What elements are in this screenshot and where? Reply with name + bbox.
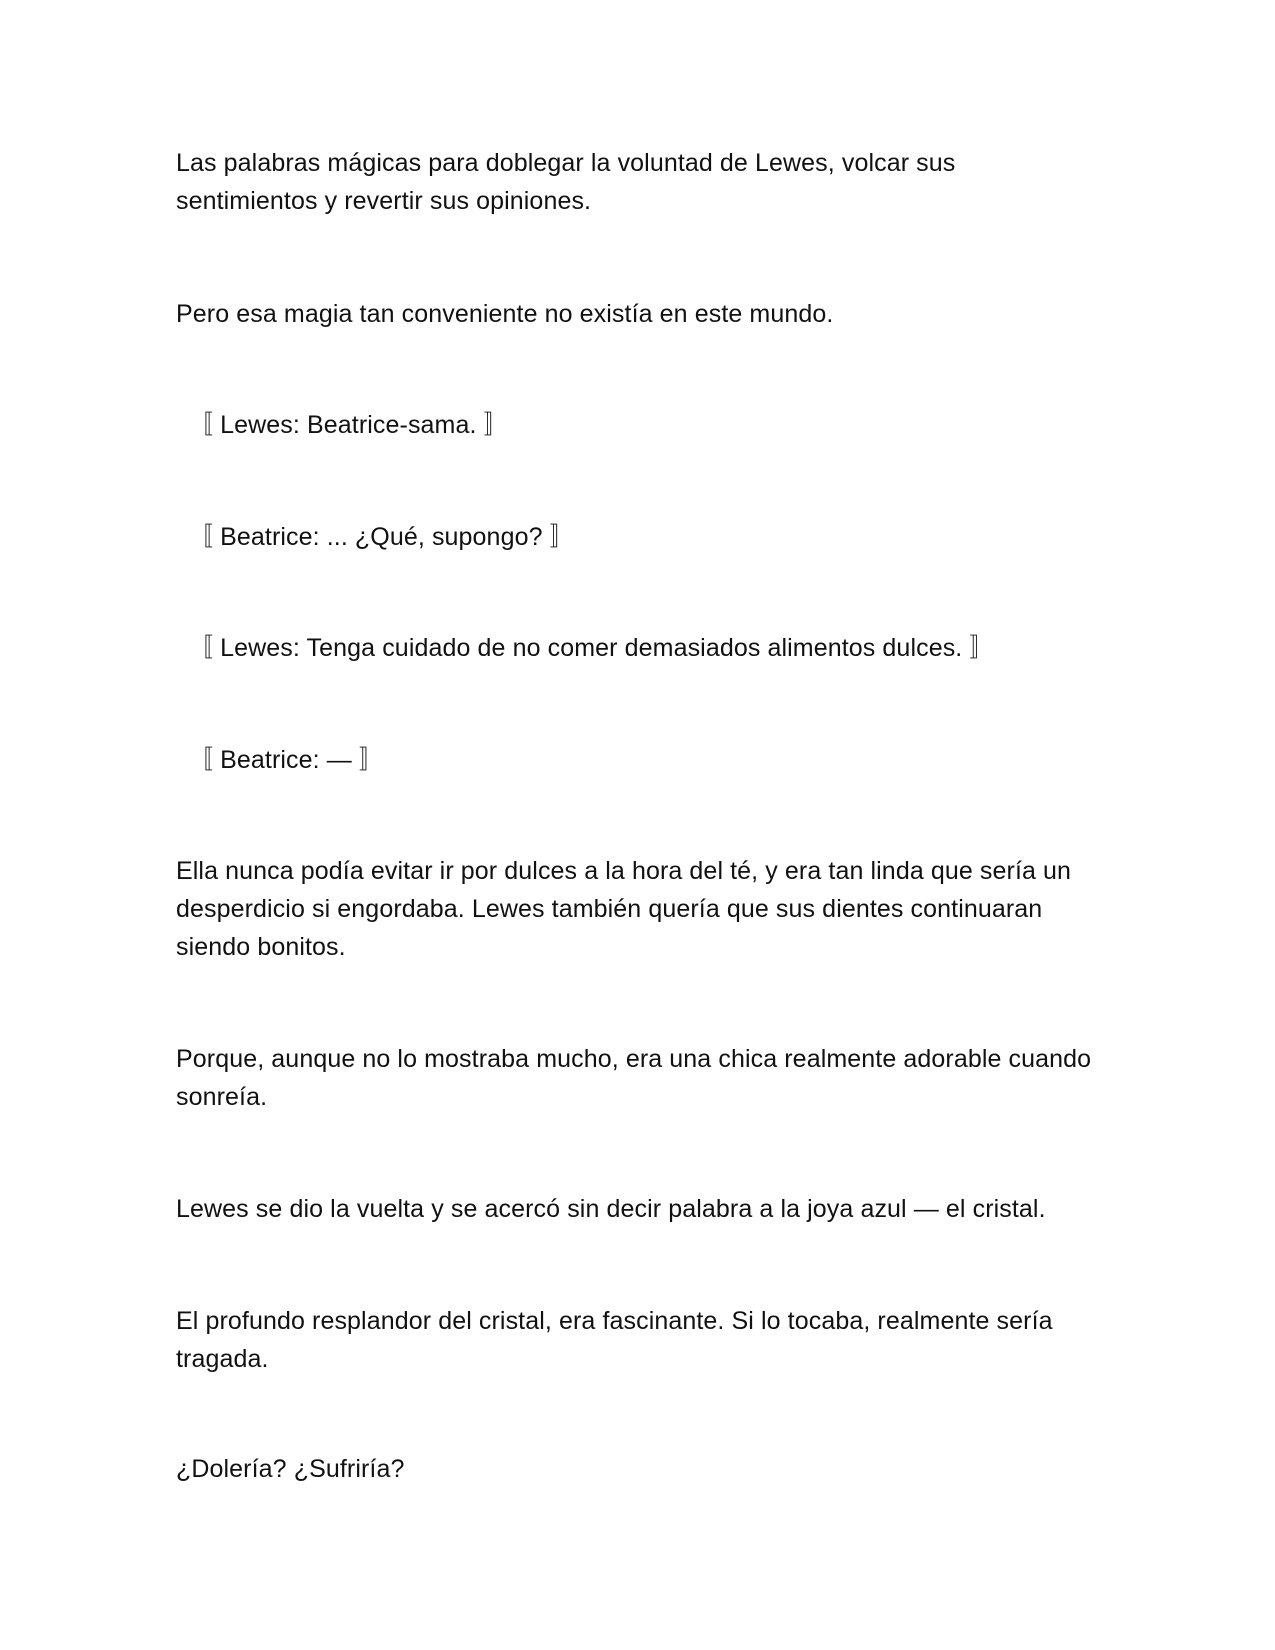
paragraph-5: Lewes se dio la vuelta y se acercó sin decir palabra a la joya azul — el cristal. bbox=[176, 1195, 1046, 1223]
dialogue-line-4: 〚 Beatrice: — 〛 bbox=[188, 746, 384, 774]
paragraph-1: Las palabras mágicas para doblegar la voluntad de Lewes, volcar sus sentimientos y revertir sus opiniones. bbox=[176, 149, 956, 215]
dialogue-line-1: 〚 Lewes: Beatrice-sama. 〛 bbox=[188, 411, 509, 439]
dialogue-line-3: 〚 Lewes: Tenga cuidado de no comer demasiados alimentos dulces. 〛 bbox=[188, 634, 995, 662]
paragraph-4: Porque, aunque no lo mostraba mucho, era una chica realmente adorable cuando sonreía. bbox=[176, 1045, 1092, 1111]
paragraph-3: Ella nunca podía evitar ir por dulces a la hora del té, y era tan linda que sería un desperdicio si engordaba. Lewes también quería que sus dientes continuaran siendo bonitos. bbox=[176, 857, 1072, 961]
paragraph-7: ¿Dolería? ¿Sufriría? bbox=[176, 1455, 405, 1483]
dialogue-line-2: 〚 Beatrice: ... ¿Qué, supongo? 〛 bbox=[188, 523, 575, 551]
paragraph-2: Pero esa magia tan conveniente no existía en este mundo. bbox=[176, 300, 834, 328]
paragraph-6: El profundo resplandor del cristal, era fascinante. Si lo tocaba, realmente sería tragada. bbox=[176, 1307, 1053, 1373]
